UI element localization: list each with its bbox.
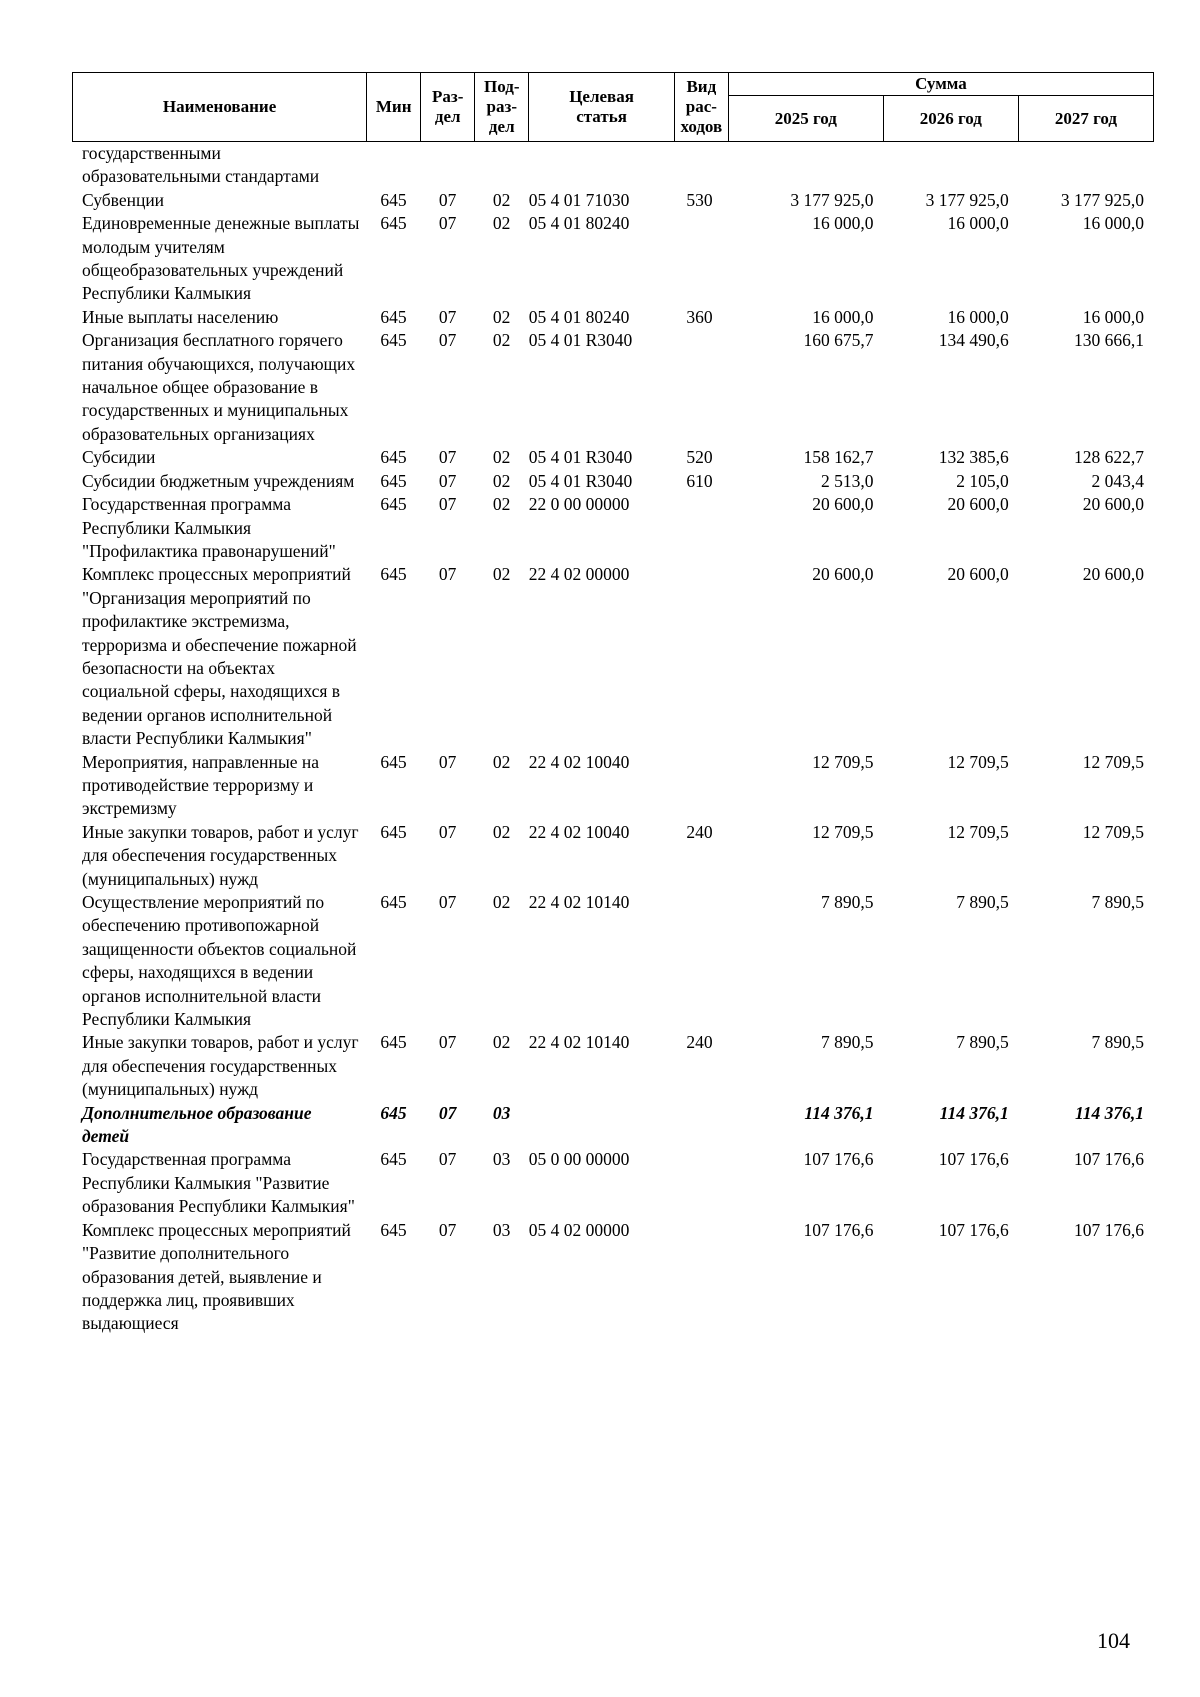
- row-name: Мероприятия, направленные на противодействие терроризму и экстремизму: [82, 751, 320, 819]
- row-min: 645: [380, 751, 407, 772]
- row-2025: [728, 142, 883, 189]
- table-row: [72, 493, 1154, 563]
- row-podrazdel: 02: [492, 213, 511, 234]
- row-celevaya: 22 4 02 10040: [528, 751, 630, 772]
- row-name: Осуществление мероприятий по обеспечению противопожарной защищенности объектов социальной сферы, находящихся в ведении органов исполнительной власти Республики Калмыкия: [82, 892, 357, 1030]
- row-name: Субсидии бюджетным учреждениям: [82, 470, 355, 491]
- row-2027: 3 177 925,0: [1060, 189, 1144, 210]
- row-vid: 520: [686, 447, 713, 468]
- row-2027: 2 043,4: [1091, 470, 1144, 491]
- row-podrazdel: 03: [492, 1149, 511, 1170]
- header-2025: 2025 год: [728, 96, 883, 142]
- row-min: 645: [380, 821, 407, 842]
- row-podrazdel: 02: [492, 564, 511, 585]
- row-celevaya: 05 4 01 R3040: [528, 330, 633, 351]
- row-razdel: 07: [438, 821, 457, 842]
- row-celevaya: 05 4 01 R3040: [528, 447, 633, 468]
- row-2027: 16 000,0: [1082, 306, 1144, 327]
- row-min: 645: [380, 1149, 407, 1170]
- row-podrazdel: 02: [492, 1032, 511, 1053]
- row-razdel: 07: [438, 751, 457, 772]
- row-2026: 2 105,0: [956, 470, 1009, 491]
- header-vid: Вид рас- ходов: [674, 73, 728, 142]
- header-2026: 2026 год: [883, 96, 1018, 142]
- row-2027: [1019, 142, 1154, 189]
- row-min: 645: [380, 494, 407, 515]
- row-name: Организация бесплатного горячего питания обучающихся, получающих начальное общее образование в государственных и муниципальных образовательных организациях: [82, 330, 356, 444]
- row-podrazdel: [475, 142, 529, 189]
- row-2025: 16 000,0: [812, 213, 874, 234]
- row-podrazdel: 03: [492, 1219, 511, 1240]
- row-celevaya: 05 4 02 00000: [528, 1219, 630, 1240]
- header-min: Мин: [367, 73, 421, 142]
- row-2025: 7 890,5: [820, 892, 874, 912]
- row-2027: 16 000,0: [1082, 213, 1144, 234]
- row-2026: [883, 142, 1018, 189]
- row-razdel: 07: [438, 213, 457, 234]
- table-row: [72, 470, 1154, 493]
- row-podrazdel: 02: [492, 306, 511, 327]
- row-min: 645: [380, 447, 407, 468]
- row-min: 645: [380, 892, 407, 912]
- row-2025: 160 675,7: [803, 330, 874, 351]
- row-podrazdel: 02: [492, 494, 511, 515]
- row-name: Субсидии: [82, 447, 156, 468]
- table-row: [72, 189, 1154, 212]
- row-celevaya: 05 0 00 00000: [528, 1149, 630, 1170]
- row-celevaya: 22 4 02 10040: [528, 821, 630, 842]
- row-celevaya: 22 4 02 10140: [528, 892, 630, 912]
- table-row: [72, 446, 1154, 469]
- row-vid: 360: [686, 306, 713, 327]
- row-vid: 240: [686, 821, 713, 842]
- row-vid: [674, 563, 728, 750]
- row-2027: 12 709,5: [1082, 751, 1144, 772]
- header-summa: Сумма: [728, 73, 1153, 96]
- row-vid: [674, 493, 728, 563]
- row-2027: 7 890,5: [1091, 892, 1144, 912]
- row-2025: 3 177 925,0: [790, 189, 874, 210]
- row-2027: 12 709,5: [1082, 821, 1144, 842]
- table-row: [72, 1102, 1154, 1149]
- row-celevaya: 05 4 01 71030: [528, 189, 630, 210]
- row-min: 645: [380, 470, 407, 491]
- table-row: [72, 1031, 1154, 1101]
- budget-table-sheet: [72, 72, 1154, 1336]
- row-min: 645: [380, 306, 407, 327]
- row-2027: 107 176,6: [1074, 1149, 1144, 1170]
- row-vid: [674, 751, 728, 821]
- row-vid: 530: [686, 189, 713, 210]
- header-name: Наименование: [73, 73, 367, 142]
- table-row: [72, 821, 1154, 891]
- row-name: Государственная программа Республики Калмыкия "Профилактика правонарушений": [82, 494, 336, 561]
- header-celevaya: Целевая статья: [529, 73, 675, 142]
- table-body: [72, 142, 1154, 1336]
- row-podrazdel: 02: [492, 470, 511, 491]
- table-header: [72, 72, 1154, 142]
- row-name: Субвенции: [82, 189, 165, 210]
- row-vid: [674, 1219, 728, 1336]
- row-2026: 20 600,0: [947, 494, 1009, 515]
- row-2026: 12 709,5: [947, 751, 1009, 772]
- row-2025: 16 000,0: [812, 306, 874, 327]
- row-vid: [674, 142, 728, 189]
- row-razdel: 07: [438, 1149, 457, 1170]
- row-celevaya: 22 4 02 10140: [528, 1032, 630, 1053]
- row-razdel: 07: [438, 494, 457, 515]
- row-razdel: 07: [438, 1032, 457, 1053]
- row-min: 645: [380, 1102, 407, 1123]
- row-2025: 7 890,5: [820, 1032, 874, 1053]
- row-razdel: 07: [438, 447, 457, 468]
- row-podrazdel: 02: [492, 189, 511, 210]
- row-celevaya: [529, 142, 675, 189]
- row-2025: 20 600,0: [812, 564, 874, 585]
- row-2027: 20 600,0: [1082, 494, 1144, 515]
- row-min: 645: [380, 1219, 407, 1240]
- row-vid: [674, 329, 728, 446]
- row-min: 645: [380, 1032, 407, 1053]
- row-podrazdel: 02: [492, 330, 511, 351]
- header-podrazdel: Под- раз- дел: [475, 73, 529, 142]
- row-2025: 158 162,7: [803, 447, 874, 468]
- row-name: Комплекс процессных мероприятий "Организация мероприятий по профилактике экстремизма, терроризма и обеспечение пожарной безопасности на объектах социальной сферы, находящихся в ведении органов исполнительной власти Республики Калмыкия": [82, 564, 357, 749]
- row-2027: 114 376,1: [1074, 1102, 1144, 1123]
- row-2026: 107 176,6: [938, 1149, 1009, 1170]
- row-podrazdel: 03: [492, 1102, 511, 1123]
- row-name: Иные выплаты населению: [82, 306, 279, 327]
- row-razdel: 07: [438, 330, 457, 351]
- row-podrazdel: 02: [492, 447, 511, 468]
- row-2027: 128 622,7: [1074, 447, 1144, 468]
- header-razdel: Раз- дел: [421, 73, 475, 142]
- row-2025: 12 709,5: [812, 821, 874, 842]
- row-2026: 20 600,0: [947, 564, 1009, 585]
- row-razdel: [421, 142, 475, 189]
- row-min: 645: [380, 189, 407, 210]
- row-name: Иные закупки товаров, работ и услуг для обеспечения государственных (муниципальных) нужд: [82, 821, 359, 889]
- row-podrazdel: 02: [492, 821, 511, 842]
- row-celevaya: [529, 1102, 675, 1149]
- row-razdel: 07: [438, 892, 457, 912]
- row-2025: 114 376,1: [804, 1102, 874, 1123]
- row-2025: 12 709,5: [812, 751, 874, 772]
- row-2025: 2 513,0: [820, 470, 874, 491]
- row-min: [366, 142, 420, 189]
- table-row: [72, 891, 1154, 1031]
- row-2025: 107 176,6: [803, 1219, 874, 1240]
- row-2026: 16 000,0: [947, 213, 1009, 234]
- row-vid: [674, 1102, 728, 1149]
- row-vid: [674, 1148, 728, 1218]
- row-2026: 12 709,5: [947, 821, 1009, 842]
- row-min: 645: [380, 330, 407, 351]
- row-celevaya: 05 4 01 R3040: [528, 470, 633, 491]
- row-name: Комплекс процессных мероприятий "Развитие дополнительного образования детей, выявление и поддержка лиц, проявивших выдающиеся: [82, 1219, 351, 1334]
- row-name: Дополнительное образование детей: [82, 1102, 312, 1147]
- row-2027: 107 176,6: [1074, 1219, 1144, 1240]
- row-razdel: 07: [438, 1219, 457, 1240]
- row-razdel: 07: [438, 189, 457, 210]
- row-2025: 20 600,0: [812, 494, 874, 515]
- row-razdel: 07: [438, 1102, 457, 1123]
- row-name: Иные закупки товаров, работ и услуг для обеспечения государственных (муниципальных) нужд: [82, 1032, 359, 1100]
- page-number: 104: [1097, 1628, 1130, 1653]
- header-2027: 2027 год: [1018, 96, 1153, 142]
- row-2025: 107 176,6: [803, 1149, 874, 1170]
- row-celevaya: 22 0 00 00000: [528, 494, 630, 515]
- row-min: 645: [380, 213, 407, 234]
- table-row: [72, 142, 1154, 189]
- row-name: Единовременные денежные выплаты молодым учителям общеобразовательных учреждений Республики Калмыкия: [82, 213, 360, 304]
- table-row: [72, 563, 1154, 750]
- row-name: государственными образовательными стандартами: [82, 143, 320, 187]
- row-vid: [674, 212, 728, 306]
- row-2026: 114 376,1: [939, 1102, 1009, 1123]
- row-razdel: 07: [438, 470, 457, 491]
- row-2026: 134 490,6: [938, 330, 1009, 351]
- row-celevaya: 22 4 02 00000: [528, 564, 630, 585]
- row-2026: 3 177 925,0: [925, 189, 1009, 210]
- row-name: Государственная программа Республики Калмыкия "Развитие образования Республики Калмыкия": [82, 1149, 355, 1217]
- row-2026: 7 890,5: [956, 892, 1009, 912]
- row-podrazdel: 02: [492, 892, 511, 912]
- table-row: [72, 212, 1154, 306]
- row-celevaya: 05 4 01 80240: [528, 306, 630, 327]
- table-row: [72, 306, 1154, 329]
- row-razdel: 07: [438, 564, 457, 585]
- row-2026: 132 385,6: [938, 447, 1009, 468]
- row-celevaya: 05 4 01 80240: [528, 213, 630, 234]
- row-2027: 7 890,5: [1091, 1032, 1144, 1053]
- row-vid: 240: [686, 1032, 713, 1053]
- row-2026: 7 890,5: [956, 1032, 1009, 1053]
- row-2027: 20 600,0: [1082, 564, 1144, 585]
- row-2026: 16 000,0: [947, 306, 1009, 327]
- table-row: [72, 1148, 1154, 1218]
- row-podrazdel: 02: [492, 751, 511, 772]
- row-razdel: 07: [438, 306, 457, 327]
- row-vid: 610: [686, 470, 713, 491]
- row-vid: [674, 891, 728, 1031]
- table-row: [72, 751, 1154, 821]
- row-2026: 107 176,6: [938, 1219, 1009, 1240]
- table-row: [72, 1219, 1154, 1336]
- table-row: [72, 329, 1154, 446]
- row-min: 645: [380, 564, 407, 585]
- row-2027: 130 666,1: [1074, 330, 1144, 351]
